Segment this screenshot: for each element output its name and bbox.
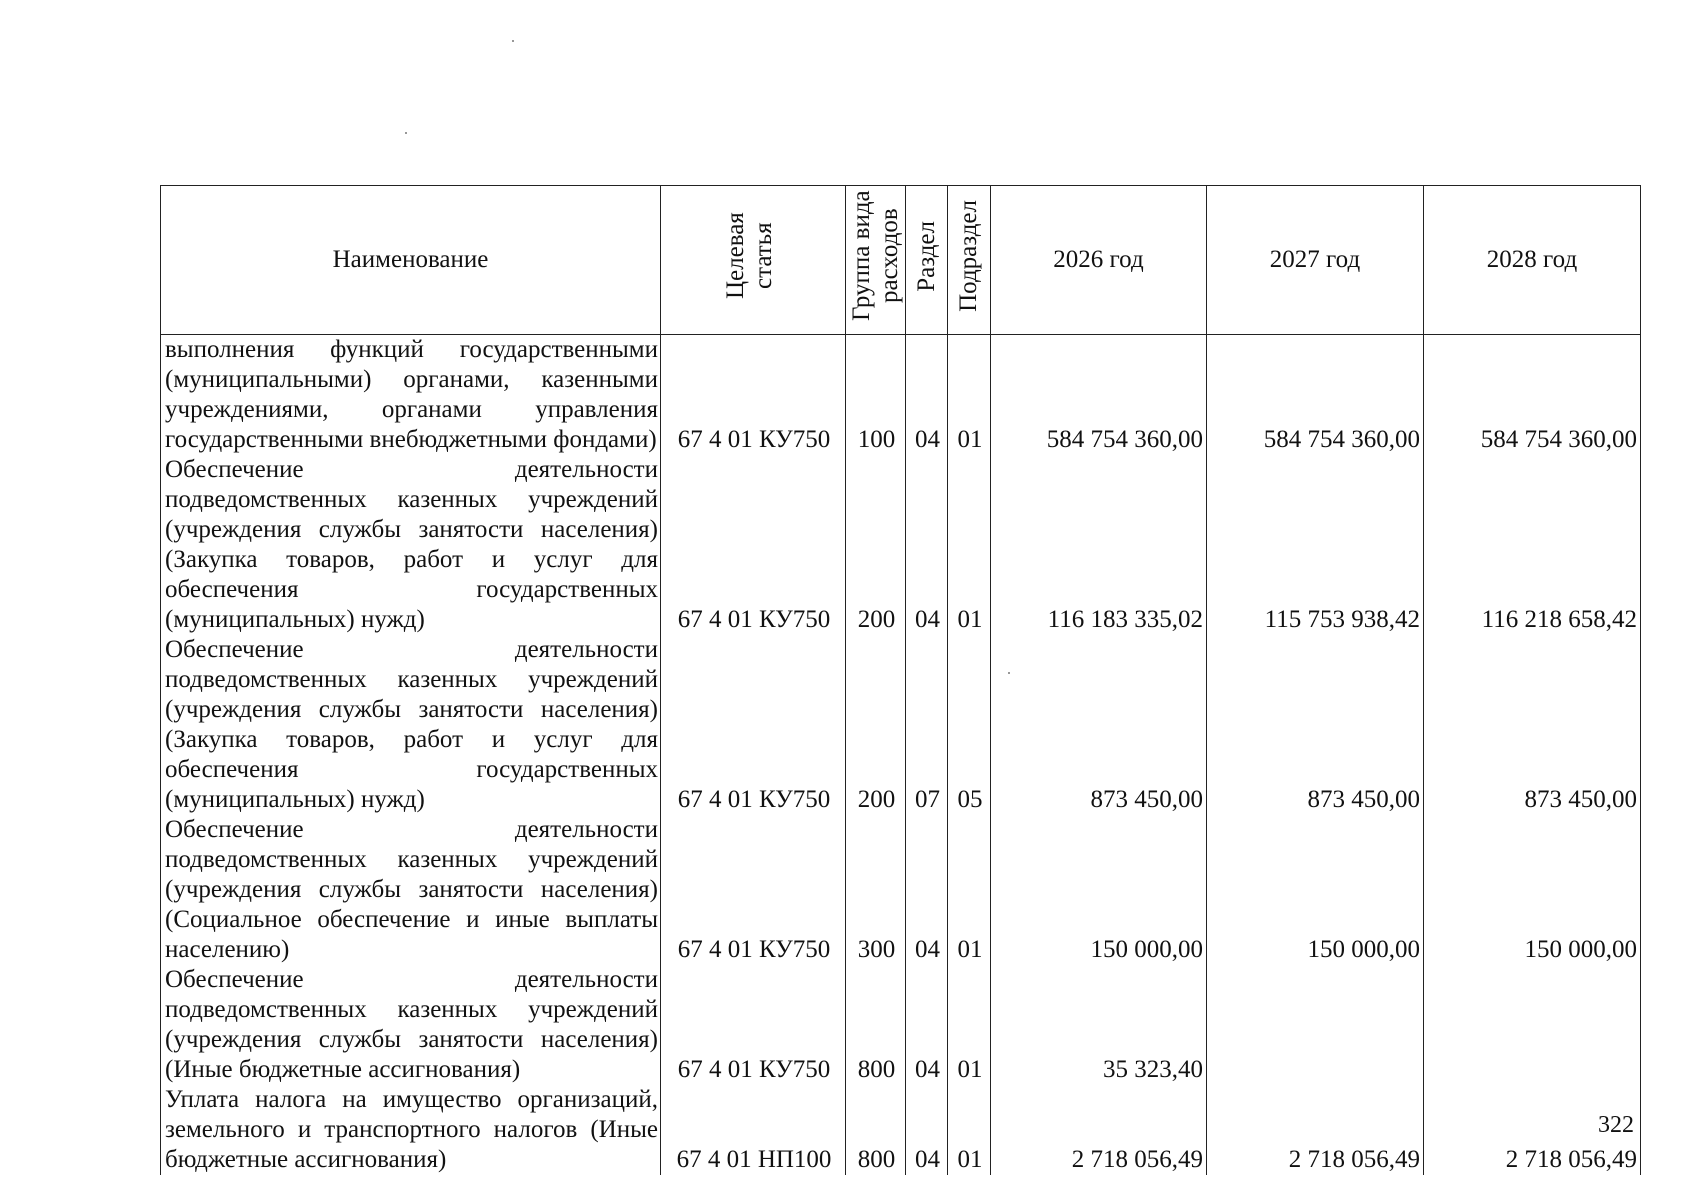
table-row [161, 455, 1641, 635]
header-name-label: Наименование [332, 246, 489, 273]
row-amount-2026: 116 183 335,02 [991, 455, 1207, 635]
table-row [161, 965, 1641, 1085]
row-name: Уплата налога на имущество организаций, земельного и транспортного налогов (Иные бюджетные ассигнования) [161, 1085, 661, 1175]
row-amount-2028: 584 754 360,00 [1424, 335, 1641, 456]
row-section: 04 [906, 815, 948, 965]
table-row [161, 335, 1641, 456]
row-amount-2028: 2 718 056,49 [1424, 1085, 1641, 1175]
row-amount-2027: 584 754 360,00 [1207, 335, 1424, 456]
header-year-2026 [991, 186, 1207, 335]
header-year-2026-label: 2026 год [1053, 246, 1144, 273]
table-header-row [161, 186, 1641, 335]
header-year-2028 [1424, 186, 1641, 335]
row-name: Обеспечение деятельности подведомственных казенных учреждений (учреждения службы занятости населения) (Социальное обеспечение и иные выплаты населению) [161, 815, 661, 965]
row-target-article: 67 4 01 КУ750 [661, 635, 846, 815]
row-amount-2028: 873 450,00 [1424, 635, 1641, 815]
row-expense-group: 800 [846, 1085, 906, 1175]
row-subsection: 01 [948, 335, 991, 456]
row-section: 04 [906, 965, 948, 1085]
header-year-2028-label: 2028 год [1486, 246, 1578, 273]
row-amount-2026: 873 450,00 [991, 635, 1207, 815]
row-subsection: 01 [948, 965, 991, 1085]
row-amount-2027 [1207, 965, 1424, 1085]
row-section: 04 [906, 455, 948, 635]
header-subsection [948, 186, 991, 335]
row-amount-2028 [1424, 965, 1641, 1085]
row-section: 07 [906, 635, 948, 815]
row-target-article: 67 4 01 КУ750 [661, 335, 846, 456]
header-target-article-label: Целевая статья [722, 212, 777, 300]
row-expense-group: 800 [846, 965, 906, 1085]
header-section [906, 186, 948, 335]
row-section: 04 [906, 335, 948, 456]
row-amount-2028: 150 000,00 [1424, 815, 1641, 965]
table-row [161, 635, 1641, 815]
header-section-label: Раздел [912, 220, 940, 292]
row-amount-2026: 584 754 360,00 [991, 335, 1207, 456]
header-name [161, 186, 661, 335]
row-expense-group: 300 [846, 815, 906, 965]
row-expense-group: 200 [846, 455, 906, 635]
scan-speck [405, 132, 407, 134]
row-expense-group: 200 [846, 635, 906, 815]
row-amount-2026: 35 323,40 [991, 965, 1207, 1085]
row-target-article: 67 4 01 НП100 [661, 1085, 846, 1175]
row-amount-2027: 2 718 056,49 [1207, 1085, 1424, 1175]
table-row [161, 1085, 1641, 1175]
row-name: Обеспечение деятельности подведомственных казенных учреждений (учреждения службы занятости населения) (Закупка товаров, работ и услуг для обеспечения государственных (муниципальных) нужд) [161, 635, 661, 815]
row-name: Обеспечение деятельности подведомственных казенных учреждений (учреждения службы занятости населения) (Закупка товаров, работ и услуг для обеспечения государственных (муниципальных) нужд) [161, 455, 661, 635]
row-amount-2028: 116 218 658,42 [1424, 455, 1641, 635]
row-target-article: 67 4 01 КУ750 [661, 815, 846, 965]
row-section: 04 [906, 1085, 948, 1175]
row-amount-2027: 150 000,00 [1207, 815, 1424, 965]
row-subsection: 05 [948, 635, 991, 815]
header-expense-group [846, 186, 906, 335]
row-amount-2026: 2 718 056,49 [991, 1085, 1207, 1175]
row-amount-2026: 150 000,00 [991, 815, 1207, 965]
header-subsection-label: Подраздел [955, 200, 982, 312]
table-row [161, 815, 1641, 965]
row-amount-2027: 115 753 938,42 [1207, 455, 1424, 635]
row-subsection: 01 [948, 815, 991, 965]
page-number: 322 [1598, 1112, 1634, 1138]
row-name: выполнения функций государственными (муниципальными) органами, казенными учреждениями, органами управления государственными внебюджетными фондами) [161, 335, 661, 456]
row-expense-group: 100 [846, 335, 906, 456]
row-name: Обеспечение деятельности подведомственных казенных учреждений (учреждения службы занятости населения) (Иные бюджетные ассигнования) [161, 965, 661, 1085]
header-target-article [661, 186, 846, 335]
row-subsection: 01 [948, 455, 991, 635]
header-year-2027-label: 2027 год [1269, 246, 1361, 273]
row-amount-2027: 873 450,00 [1207, 635, 1424, 815]
row-target-article: 67 4 01 КУ750 [661, 965, 846, 1085]
row-target-article: 67 4 01 КУ750 [661, 455, 846, 635]
row-subsection: 01 [948, 1085, 991, 1175]
scan-speck [512, 40, 514, 42]
header-expense-group-label: Группа вида расходов [847, 190, 903, 322]
header-year-2027 [1207, 186, 1424, 335]
budget-table [160, 185, 1641, 1175]
